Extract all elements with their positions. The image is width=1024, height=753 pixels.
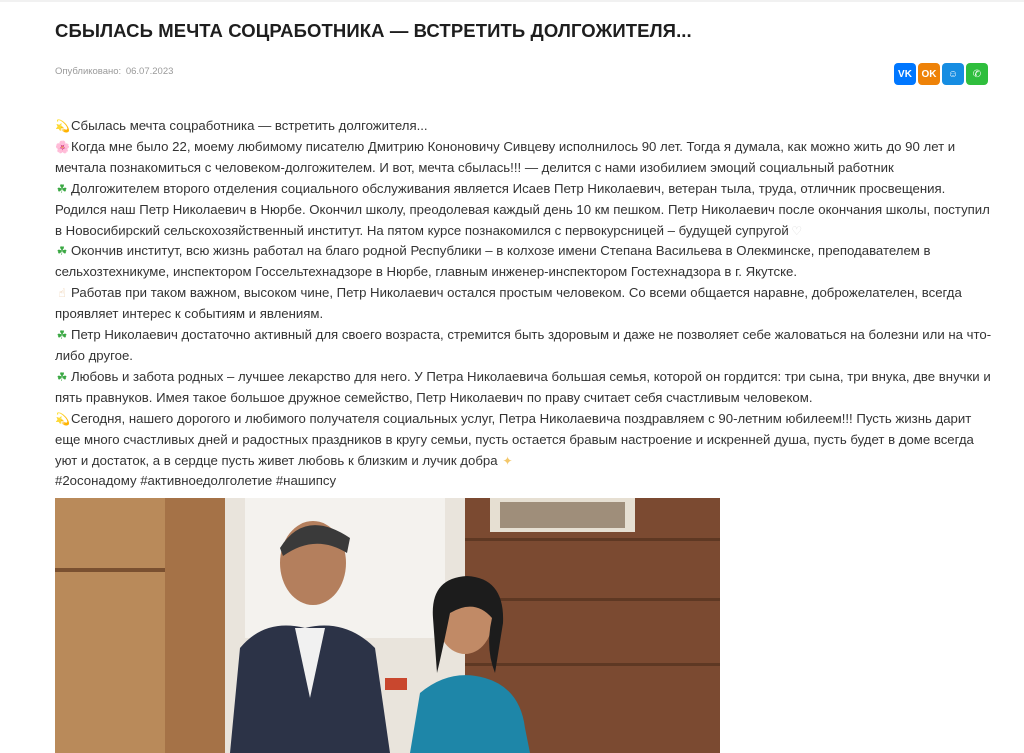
published-date: 06.07.2023: [125, 66, 174, 77]
article-paragraph: [55, 137, 997, 179]
clover-icon: ☘: [56, 369, 68, 384]
vk-icon: VK: [898, 68, 912, 80]
odnoklassniki-icon: OK: [921, 68, 937, 80]
moimir-share-button[interactable]: [942, 63, 964, 85]
published-label: Опубликовано:: [55, 66, 122, 77]
heart-icon: ♡: [791, 223, 803, 238]
article-paragraph: [55, 179, 997, 242]
paragraph-text: Сбылась мечта соцработника — встретить долгожителя...: [71, 118, 428, 133]
article-title: СБЫЛАСЬ МЕЧТА СОЦРАБОТНИКА — ВСТРЕТИТЬ ДОЛГОЖИТЕЛЯ...: [55, 20, 692, 41]
article-paragraph: [55, 241, 997, 283]
paragraph-text: Петр Николаевич достаточно активный для своего возраста, стремится быть здоровым и даже не позволяет себе жаловаться на болезни или на что- либо другое.: [55, 327, 992, 363]
clover-icon: ☘: [56, 181, 68, 196]
article-paragraph: [55, 116, 997, 137]
vk-share-button[interactable]: [894, 63, 916, 85]
publication-meta: [55, 66, 173, 77]
article-paragraph: [55, 409, 997, 472]
article-paragraph: [55, 283, 997, 325]
article-paragraph: [55, 325, 997, 367]
sparkle-icon: 💫: [55, 119, 70, 133]
flower-icon: 🌸: [55, 139, 70, 154]
moimir-icon: ☺: [947, 68, 959, 80]
hug-icon: ✦: [502, 453, 513, 468]
odnoklassniki-share-button[interactable]: [918, 63, 940, 85]
article-paragraph: [55, 367, 997, 409]
hashtags[interactable]: #2осонадому #активноедолголетие #нашипсу: [55, 473, 337, 489]
article-photo: [55, 498, 720, 753]
top-divider: [0, 0, 1024, 2]
share-buttons: [894, 63, 988, 85]
pointing-hand-icon: ☝: [58, 286, 66, 301]
paragraph-text: Сегодня, нашего дорогого и любимого получателя социальных услуг, Петра Николаевича поздравляем с 90-летним юбилеем!!! Пусть жизнь дарит еще много счастливых дней и радостных праздников в кругу семьи, пусть остается бравым настроение и искренней душа, пусть будет в доме всегда уют и достаток, а в сердце пусть живет любовь к близким и лучик добра: [55, 410, 974, 468]
clover-icon: ☘: [56, 244, 68, 259]
paragraph-text: Окончив институт, всю жизнь работал на благо родной Республики – в колхозе имени Степана Васильева в Олекминске, преподавателем в сельхозтехникуме, инспектором Госсельтехнадзоре в Нюрбе, главным инженер-инспектором Гостехнадзора в г. Якутске.: [55, 243, 931, 280]
paragraph-text: Долгожителем второго отделения социального обслуживания является Исаев Петр Николаевич, ветеран тыла, труда, отличник просвещения. Родился наш Петр Николаевич в Нюрбе. Окончил школу, преодолевая каждый день 10 км пешком. Петр Николаевич после окончания школы, поступил в Новосибирский сельскохозяйственный институт. На пятом курсе познакомился с первокурсницей – будущей супругой: [55, 180, 990, 238]
photo-illustration: [55, 498, 720, 753]
paragraph-text: Работав при таком важном, высоком чине, Петр Николаевич остался простым человеком. Со всеми общается наравне, доброжелателен, всегда проявляет интерес к событиям и явлениям.: [55, 285, 962, 322]
sparkle-icon: 💫: [55, 411, 70, 426]
clover-icon: ☘: [56, 328, 68, 343]
article-body: [55, 116, 997, 492]
whatsapp-share-button[interactable]: [966, 63, 988, 85]
whatsapp-icon: ✆: [972, 68, 982, 80]
paragraph-text: Любовь и забота родных – лучшее лекарство для него. У Петра Николаевича большая семья, которой он гордится: три сына, три внука, две внучки и пять правнуков. Имея такое большое дружное семейство, Петр Николаевич по праву считает себя счастливым человеком.: [55, 368, 991, 405]
paragraph-text: Когда мне было 22, моему любимому писателю Дмитрию Кононовичу Сивцеву исполнилось 90 лет. Тогда я думала, как можно жить до 90 лет и мечтала познакомиться с человеком-долгожителем. И вот, мечта сбылась!!! — делится с нами изобилием эмоций социальный работник: [55, 138, 956, 175]
